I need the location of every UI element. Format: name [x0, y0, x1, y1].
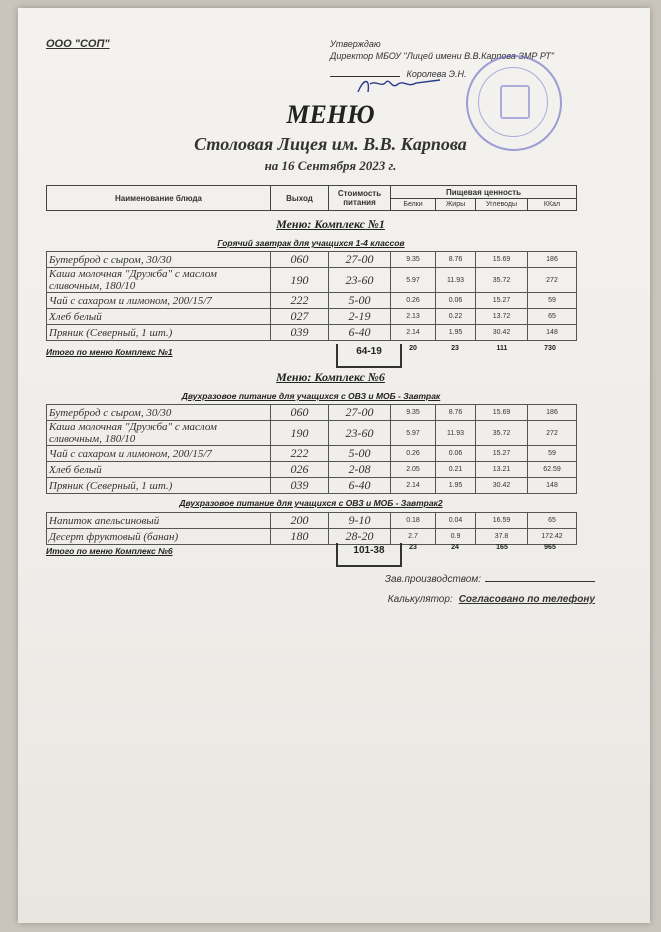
complex6-total-label: Итого по меню Комплекс №6 [46, 546, 173, 556]
table-row [47, 446, 577, 462]
cell-fats: 0.21 [436, 462, 476, 478]
cell-carbs: 15.69 [476, 405, 528, 421]
cell-fats: 8.76 [436, 405, 476, 421]
cell-dish-name: Каша молочная "Дружба" с маслом сливочным, 180/10 [47, 421, 271, 446]
cell-fats: 11.93 [436, 421, 476, 446]
cell-kcal: 272 [528, 421, 577, 446]
table-header [46, 185, 577, 211]
page-title: МЕНЮ [286, 100, 375, 129]
cell-dish-name: Каша молочная "Дружба" с маслом сливочным, 180/10 [47, 268, 271, 293]
complex6-subtitle-a: Двухразовое питание для учащихся с ОВЗ и МОБ - Завтрак [181, 391, 441, 401]
cell-price: 6-40 [329, 478, 391, 494]
cell-fats: 8.76 [436, 252, 476, 268]
cell-price: 9-10 [329, 513, 391, 529]
complex6-total-row [46, 544, 576, 562]
cell-fats: 0.06 [436, 446, 476, 462]
complex6-subtitle-b: Двухразовое питание для учащихся с ОВЗ и МОБ - Завтрак2 [179, 498, 443, 508]
cell-proteins: 2.13 [391, 309, 436, 325]
cell-carbs: 15.27 [476, 293, 528, 309]
cell-proteins: 2.14 [391, 478, 436, 494]
cell-fats: 1.95 [436, 325, 476, 341]
production-manager-line [385, 574, 595, 585]
complex6-table-a [46, 404, 577, 494]
cell-output: 190 [271, 421, 329, 446]
cell-proteins: 2.05 [391, 462, 436, 478]
cell-price: 27-00 [329, 252, 391, 268]
table-row [47, 268, 577, 293]
cell-kcal: 148 [528, 325, 577, 341]
complex1-total-price: 64-19 [336, 344, 402, 368]
cell-proteins: 0.18 [391, 513, 436, 529]
cell-kcal: 172.42 [528, 529, 577, 545]
cell-dish-name: Бутерброд с сыром, 30/30 [47, 252, 271, 268]
header-dish: Наименование блюда [47, 186, 271, 211]
cell-kcal: 59 [528, 446, 577, 462]
table-row [47, 462, 577, 478]
cell-output: 039 [271, 325, 329, 341]
cell-dish-name: Чай с сахаром и лимоном, 200/15/7 [47, 446, 271, 462]
canteen-name: Столовая Лицея им. В.В. Карпова [194, 134, 467, 154]
header-cost: Стоимость питания [329, 186, 391, 211]
approver-name: Королева Э.Н. [406, 69, 467, 79]
cell-dish-name: Пряник (Северный, 1 шт.) [47, 325, 271, 341]
complex6-total-proteins: 23 [409, 544, 417, 551]
calculator-value: Согласовано по телефону [458, 594, 595, 605]
cell-carbs: 15.27 [476, 446, 528, 462]
cell-fats: 0.9 [436, 529, 476, 545]
cell-proteins: 2.14 [391, 325, 436, 341]
cell-price: 2-19 [329, 309, 391, 325]
cell-output: 060 [271, 252, 329, 268]
table-row [47, 252, 577, 268]
table-row [47, 293, 577, 309]
calculator-line [388, 594, 595, 605]
cell-carbs: 37.8 [476, 529, 528, 545]
production-manager-label: Зав.производством: [384, 574, 481, 585]
cell-price: 27-00 [329, 405, 391, 421]
cell-carbs: 30.42 [476, 478, 528, 494]
production-manager-blank [485, 581, 595, 582]
cell-dish-name: Напиток апельсиновый [47, 513, 271, 529]
table-row [47, 325, 577, 341]
cell-kcal: 186 [528, 252, 577, 268]
complex1-total-carbs: 111 [496, 345, 508, 352]
cell-dish-name: Хлеб белый [47, 309, 271, 325]
cell-carbs: 13.21 [476, 462, 528, 478]
cell-carbs: 15.69 [476, 252, 528, 268]
cell-price: 5-00 [329, 446, 391, 462]
approver-position: Директор МБОУ "Лицей имени В.В.Карпова ЗМР РТ" [330, 51, 555, 61]
header-output: Выход [271, 186, 329, 211]
cell-proteins: 5.97 [391, 268, 436, 293]
cell-kcal: 65 [528, 309, 577, 325]
table-row [47, 529, 577, 545]
cell-proteins: 9.35 [391, 252, 436, 268]
table-row [47, 478, 577, 494]
cell-price: 2-08 [329, 462, 391, 478]
cell-output: 026 [271, 462, 329, 478]
cell-carbs: 30.42 [476, 325, 528, 341]
complex6-table-b [46, 512, 577, 545]
cell-kcal: 62.59 [528, 462, 577, 478]
approve-heading: Утверждаю [330, 39, 381, 49]
cell-carbs: 13.72 [476, 309, 528, 325]
complex1-total-row [46, 345, 576, 363]
cell-price: 6-40 [329, 325, 391, 341]
complex6-total-carbs: 165 [496, 544, 508, 551]
complex1-table [46, 251, 577, 341]
complex1-title: Меню: Комплекс №1 [276, 217, 385, 231]
cell-output: 039 [271, 478, 329, 494]
cell-price: 28-20 [329, 529, 391, 545]
cell-price: 5-00 [329, 293, 391, 309]
menu-date: на 16 Сентября 2023 г. [264, 158, 397, 173]
complex6-total-kcal: 965 [544, 544, 556, 551]
cell-proteins: 0.26 [391, 293, 436, 309]
cell-kcal: 65 [528, 513, 577, 529]
cell-dish-name: Хлеб белый [47, 462, 271, 478]
cell-proteins: 0.26 [391, 446, 436, 462]
complex6-total-fats: 24 [451, 544, 459, 551]
header-nutrition: Пищевая ценность [391, 186, 577, 199]
organization-name: ООО "СОП" [46, 38, 110, 50]
complex1-total-fats: 23 [451, 345, 459, 352]
cell-proteins: 9.35 [391, 405, 436, 421]
cell-price: 23-60 [329, 421, 391, 446]
cell-proteins: 5.97 [391, 421, 436, 446]
complex1-total-kcal: 730 [544, 345, 556, 352]
cell-kcal: 186 [528, 405, 577, 421]
cell-dish-name: Пряник (Северный, 1 шт.) [47, 478, 271, 494]
cell-output: 222 [271, 446, 329, 462]
header-fats: Жиры [436, 199, 476, 211]
cell-output: 200 [271, 513, 329, 529]
cell-dish-name: Бутерброд с сыром, 30/30 [47, 405, 271, 421]
complex6-total-price: 101-38 [336, 543, 402, 567]
header-carbs: Углеводы [476, 199, 528, 211]
cell-output: 180 [271, 529, 329, 545]
cell-kcal: 59 [528, 293, 577, 309]
cell-proteins: 2.7 [391, 529, 436, 545]
cell-fats: 0.04 [436, 513, 476, 529]
cell-output: 027 [271, 309, 329, 325]
cell-fats: 11.93 [436, 268, 476, 293]
cell-output: 222 [271, 293, 329, 309]
handwritten-signature [356, 74, 444, 98]
cell-kcal: 272 [528, 268, 577, 293]
cell-fats: 0.22 [436, 309, 476, 325]
table-row [47, 309, 577, 325]
complex1-total-proteins: 20 [409, 345, 417, 352]
complex1-subtitle: Горячий завтрак для учащихся 1-4 классов [217, 238, 405, 248]
header-proteins: Белки [391, 199, 436, 211]
calculator-label: Калькулятор: [387, 594, 453, 605]
cell-price: 23-60 [329, 268, 391, 293]
table-row [47, 513, 577, 529]
table-row [47, 421, 577, 446]
cell-dish-name: Чай с сахаром и лимоном, 200/15/7 [47, 293, 271, 309]
header-kcal: ККал [528, 199, 577, 211]
cell-kcal: 148 [528, 478, 577, 494]
complex1-total-label: Итого по меню Комплекс №1 [46, 347, 173, 357]
table-row [47, 405, 577, 421]
cell-output: 190 [271, 268, 329, 293]
cell-dish-name: Десерт фруктовый (банан) [47, 529, 271, 545]
cell-fats: 0.06 [436, 293, 476, 309]
cell-fats: 1.95 [436, 478, 476, 494]
cell-output: 060 [271, 405, 329, 421]
complex6-title: Меню: Комплекс №6 [276, 370, 385, 384]
cell-carbs: 35.72 [476, 421, 528, 446]
cell-carbs: 16.59 [476, 513, 528, 529]
cell-carbs: 35.72 [476, 268, 528, 293]
